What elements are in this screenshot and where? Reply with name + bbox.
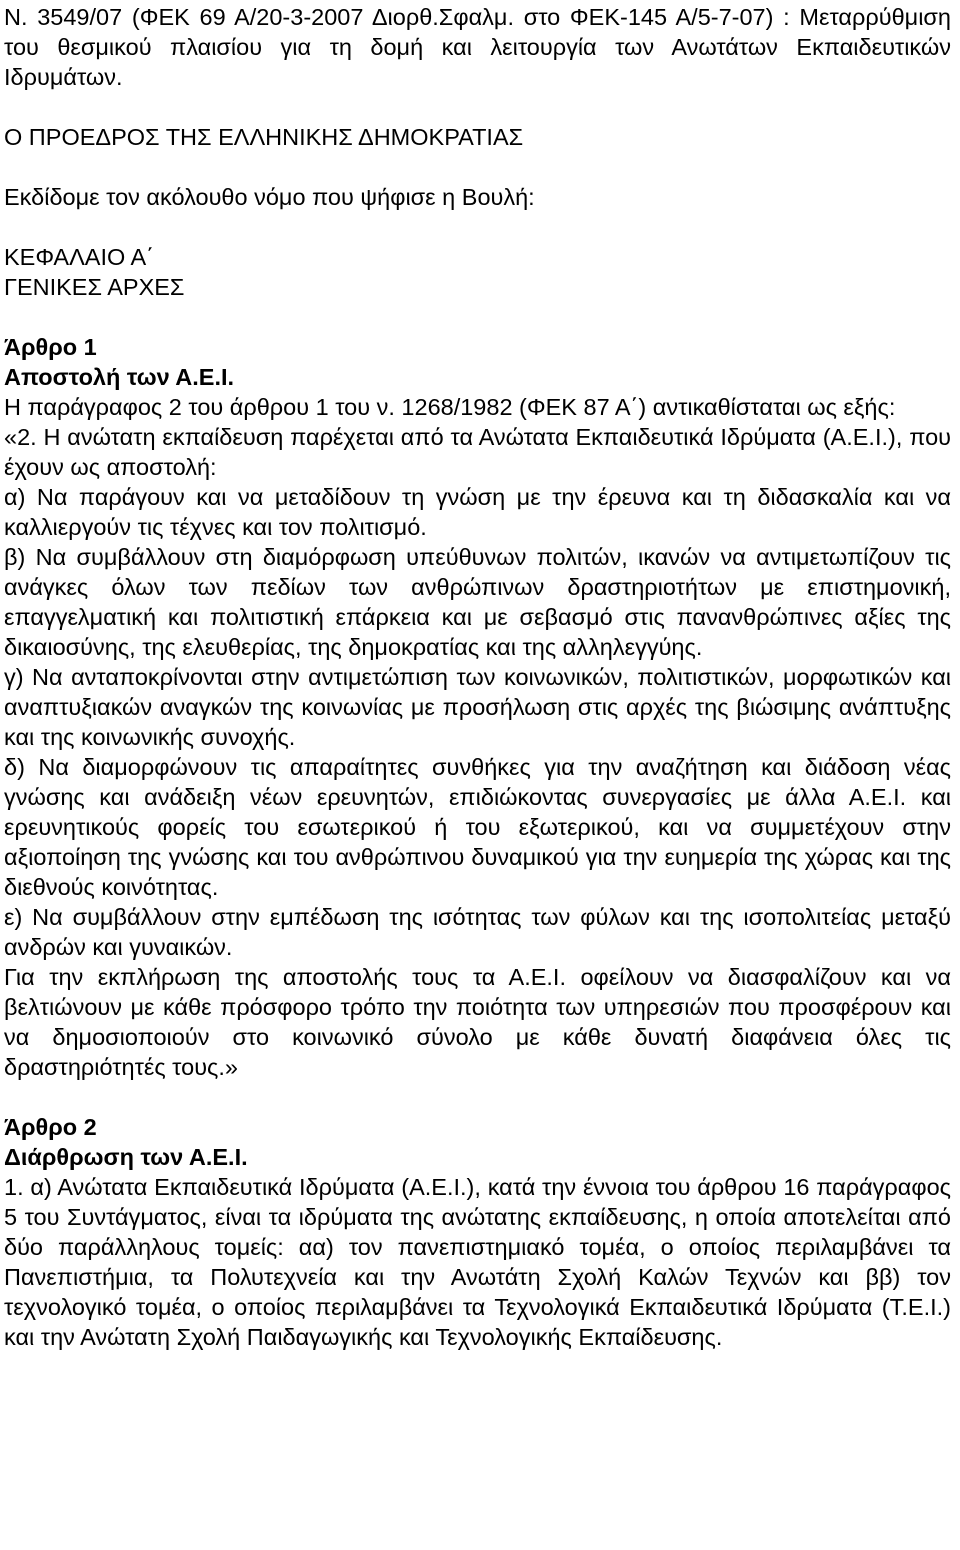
enactment-line: Εκδίδομε τον ακόλουθο νόμο που ψήφισε η Βουλή:: [4, 184, 535, 210]
article-1-item-e: ε) Να συμβάλλουν στην εμπέδωση της ισότητας των φύλων και της ισοπολιτείας μεταξύ ανδρών και γυναικών.: [4, 904, 951, 960]
article-2-number: Άρθρο 2: [4, 1114, 97, 1140]
article-2-title: Διάρθρωση των Α.Ε.Ι.: [4, 1144, 248, 1170]
article-2-paragraph-1: 1. α) Ανώτατα Εκπαιδευτικά Ιδρύματα (Α.Ε.Ι.), κατά την έννοια του άρθρου 16 παράγραφος 5 του Συντάγματος, είναι τα ιδρύματα της ανώτατης εκπαίδευσης, η οποία αποτελείται από δύο παράλληλους τομείς: αα) τον πανεπιστημιακό τομέα, ο οποίος περιλαμβάνει τα Πανεπιστήμια, τα Πολυτεχνεία και την Ανωτάτη Σχολή Καλών Τεχνών και ββ) τον τεχνολογικό τομέα, ο οποίος περιλαμβάνει τα Τεχνολογικά Εκπαιδευτικά Ιδρύματα (Τ.Ε.Ι.) και την Ανώτατη Σχολή Παιδαγωγικής και Τεχνολογικής Εκπαίδευσης.: [4, 1174, 951, 1350]
article-1-title: Αποστολή των Α.Ε.Ι.: [4, 364, 235, 390]
article-1-intro: Η παράγραφος 2 του άρθρου 1 του ν. 1268/1982 (ΦΕΚ 87 Α΄) αντικαθίσταται ως εξής:: [4, 394, 896, 420]
president-line: Ο ΠΡΟΕΔΡΟΣ ΤΗΣ ΕΛΛΗΝΙΚΗΣ ΔΗΜΟΚΡΑΤΙΑΣ: [4, 124, 524, 150]
chapter-subtitle: ΓΕΝΙΚΕΣ ΑΡΧΕΣ: [4, 274, 185, 300]
article-1-item-c: γ) Να ανταποκρίνονται στην αντιμετώπιση των κοινωνικών, πολιτιστικών, μορφωτικών και αναπτυξιακών αναγκών της κοινωνίας με προσήλωση στις αρχές της βιώσιμης ανάπτυξης και της κοινωνικής συνοχής.: [4, 664, 951, 750]
article-1-item-a: α) Να παράγουν και να μεταδίδουν τη γνώση με την έρευνα και τη διδασκαλία και να καλλιεργούν τις τέχνες και τον πολιτισμό.: [4, 484, 951, 540]
article-1-item-d: δ) Να διαμορφώνουν τις απαραίτητες συνθήκες για την αναζήτηση και διάδοση νέας γνώσης και ανάδειξη νέων ερευνητών, επιδιώκοντας συνεργασίες με άλλα Α.Ε.Ι. και ερευνητικούς φορείς του εσωτερικού ή του εξωτερικού, και να συμμετέχουν στην αξιοποίηση της γνώσης και του ανθρώπινου δυναμικού για την ευημερία της χώρας και της διεθνούς κοινότητας.: [4, 754, 951, 900]
chapter-title: ΚΕΦΑΛΑΙΟ Α΄: [4, 244, 155, 270]
article-1-closing: Για την εκπλήρωση της αποστολής τους τα Α.Ε.Ι. οφείλουν να διασφαλίζουν και να βελτιώνουν με κάθε πρόσφορο τρόπο την ποιότητα των υπηρεσιών που προσφέρουν και να δημοσιοποιούν στο κοινωνικό σύνολο με κάθε δυνατή διαφάνεια όλες τις δραστηριότητές τους.»: [4, 964, 951, 1080]
article-1-item-b: β) Να συμβάλλουν στη διαμόρφωση υπεύθυνων πολιτών, ικανών να αντιμετωπίζουν τις ανάγκες όλων των πεδίων των ανθρώπινων δραστηριοτήτων με επιστημονική, επαγγελματική και πολιτιστική επάρκεια και με σεβασμό στις πανανθρώπινες αξίες της δικαιοσύνης, της ελευθερίας, της δημοκρατίας και της αλληλεγγύης.: [4, 544, 951, 660]
article-1-paragraph-2: «2. Η ανώτατη εκπαίδευση παρέχεται από τα Ανώτατα Εκπαιδευτικά Ιδρύματα (Α.Ε.Ι.), που έχουν ως αποστολή:: [4, 424, 951, 480]
law-header: Ν. 3549/07 (ΦΕΚ 69 Α/20-3-2007 Διορθ.Σφαλμ. στο ΦΕΚ-145 Α/5-7-07) : Μεταρρύθμιση του θεσμικού πλαισίου για τη δομή και λειτουργία των Ανωτάτων Εκπαιδευτικών Ιδρυμάτων.: [4, 4, 951, 90]
article-1-number: Άρθρο 1: [4, 334, 97, 360]
